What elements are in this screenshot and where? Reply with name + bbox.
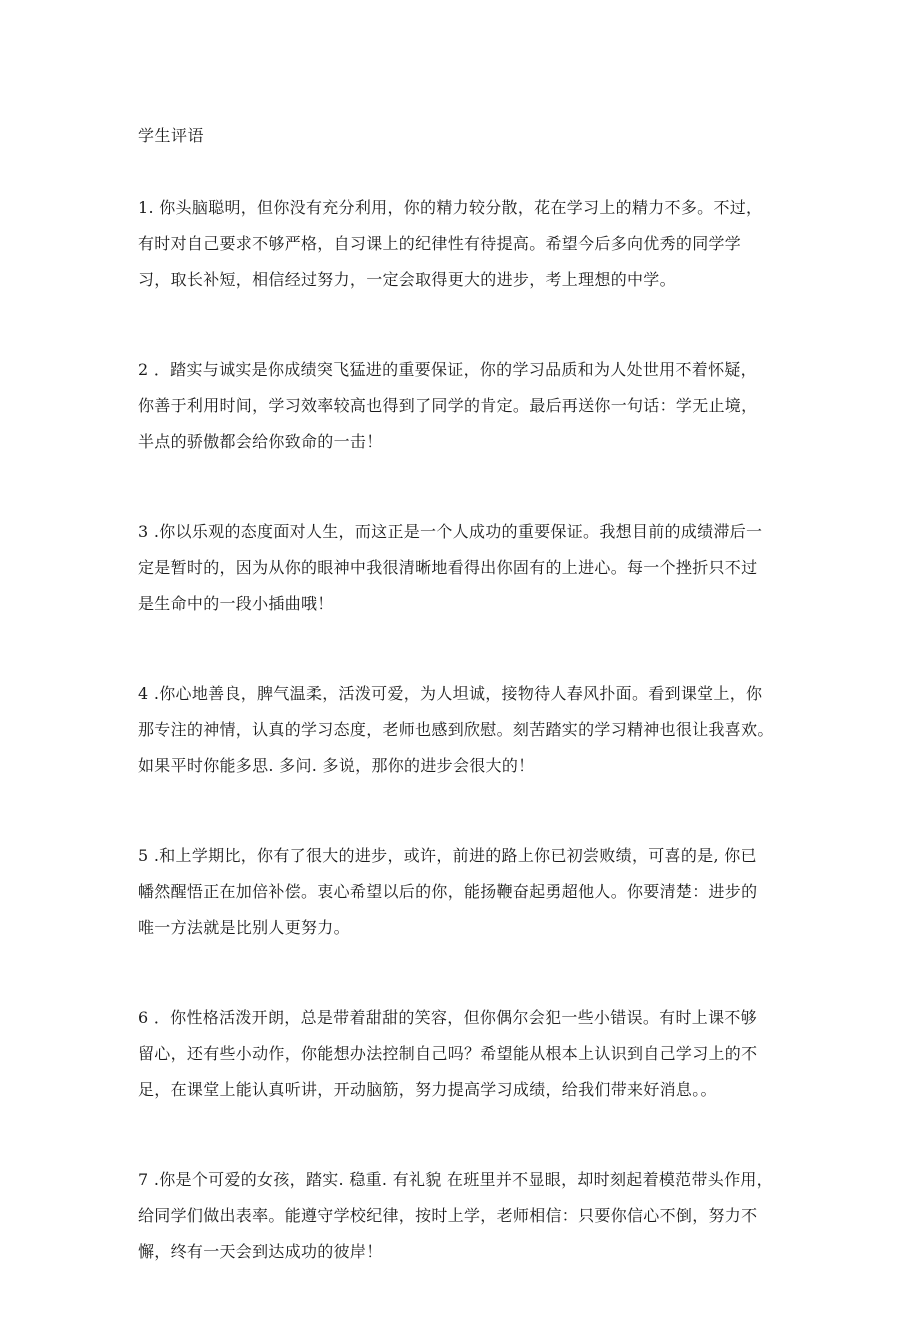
comment-line: 2 ．踏实与诚实是你成绩突飞猛进的重要保证，你的学习品质和为人处世用不着怀疑， (138, 360, 757, 379)
comment-line: 1. 你头脑聪明，但你没有充分利用，你的精力较分散，花在学习上的精力不多。不过， (138, 198, 763, 217)
comment-line: 给同学们做出表率。能遵守学校纪律，按时上学，老师相信：只要你信心不倒，努力不 (138, 1206, 758, 1225)
comment-line: 5 .和上学期比，你有了很大的进步，或许，前进的路上你已初尝败绩，可喜的是, 你已 (138, 846, 757, 865)
comment-line: 幡然醒悟正在加倍补偿。衷心希望以后的你，能扬鞭奋起勇超他人。你要清楚：进步的 (138, 882, 758, 901)
comment-6 (138, 1000, 798, 1108)
comment-line: 懈，终有一天会到达成功的彼岸！ (138, 1242, 383, 1261)
comment-line: 足，在课堂上能认真听讲，开动脑筋，努力提高学习成绩，给我们带来好消息。。 (138, 1080, 717, 1099)
comment-line: 如果平时你能多思. 多问. 多说，那你的进步会很大的！ (138, 756, 535, 775)
comment-line: 3 .你以乐观的态度面对人生，而这正是一个人成功的重要保证。我想目前的成绩滞后一 (138, 522, 763, 541)
comment-line: 定是暂时的，因为从你的眼神中我很清晰地看得出你固有的上进心。每一个挫折只不过 (138, 558, 758, 577)
comment-line: 留心，还有些小动作，你能想办法控制自己吗？希望能从根本上认识到自己学习上的不 (138, 1044, 758, 1063)
comment-line: 习，取长补短，相信经过努力，一定会取得更大的进步，考上理想的中学。 (138, 270, 676, 289)
comment-list (138, 190, 798, 1324)
comment-line: 半点的骄傲都会给你致命的一击！ (138, 432, 383, 451)
comment-line: 那专注的神情，认真的学习态度，老师也感到欣慰。刻苦踏实的学习精神也很让我喜欢。 (138, 720, 774, 739)
comment-5 (138, 838, 798, 946)
comment-3 (138, 514, 798, 622)
comment-2 (138, 352, 798, 460)
comment-line: 你善于利用时间，学习效率较高也得到了同学的肯定。最后再送你一句话：学无止境， (138, 396, 758, 415)
comment-line: 7 .你是个可爱的女孩，踏实. 稳重. 有礼貌 在班里并不显眼，却时刻起着模范带头作用， (138, 1170, 773, 1189)
comment-line: 4 .你心地善良，脾气温柔，活泼可爱，为人坦诚，接物待人春风扑面。看到课堂上，你 (138, 684, 763, 703)
comment-line: 有时对自己要求不够严格，自习课上的纪律性有待提高。希望今后多向优秀的同学学 (138, 234, 742, 253)
comment-line: 是生命中的一段小插曲哦！ (138, 594, 334, 613)
comment-1 (138, 190, 798, 298)
comment-line: 唯一方法就是比别人更努力。 (138, 918, 350, 937)
comment-line: 6 ．你性格活泼开朗，总是带着甜甜的笑容，但你偶尔会犯一些小错误。有时上课不够 (138, 1008, 757, 1027)
comment-7 (138, 1162, 798, 1270)
document-title: 学生评语 (138, 126, 205, 145)
comment-4 (138, 676, 798, 784)
